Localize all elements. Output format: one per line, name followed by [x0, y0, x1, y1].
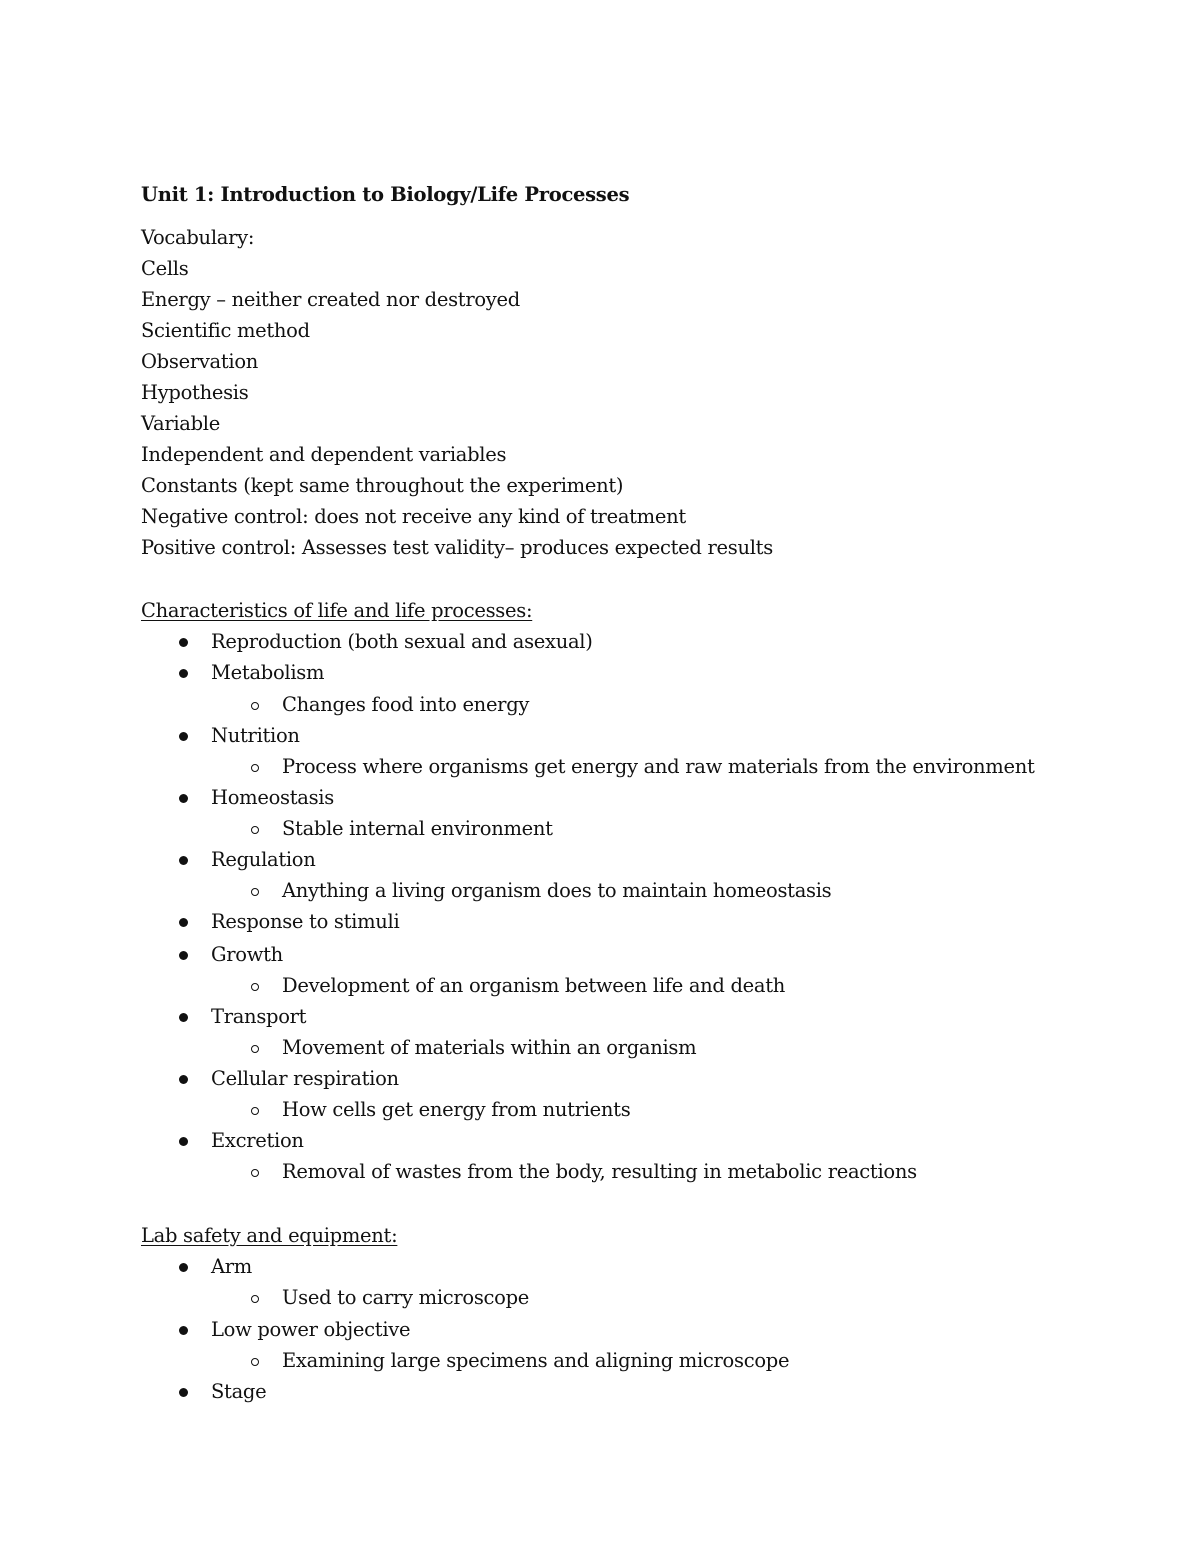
lab-safety-heading: Lab safety and equipment: [141, 1224, 398, 1247]
bullet-icon [179, 732, 188, 741]
vocab-item: Energy – neither created nor destroyed [141, 288, 520, 311]
vocab-item: Observation [141, 350, 259, 373]
bullet-icon [179, 669, 188, 678]
vocab-item: Constants (kept same throughout the experiment) [141, 474, 624, 497]
list-item: Nutrition [211, 721, 300, 751]
hollow-bullet-icon [251, 983, 259, 991]
list-item: Excretion [211, 1126, 304, 1156]
list-item: Homeostasis [211, 783, 334, 813]
sub-list-item: How cells get energy from nutrients [282, 1095, 630, 1125]
list-item: Response to stimuli [211, 907, 399, 937]
sub-list-item: Development of an organism between life and death [282, 971, 785, 1001]
sub-list-item: Anything a living organism does to maintain homeostasis [282, 876, 831, 906]
hollow-bullet-icon [251, 888, 259, 896]
vocab-item: Cells [141, 257, 189, 280]
sub-list-item: Stable internal environment [282, 814, 553, 844]
hollow-bullet-icon [251, 1295, 259, 1303]
list-item: Transport [211, 1002, 306, 1032]
bullet-icon [179, 1326, 188, 1335]
hollow-bullet-icon [251, 1358, 259, 1366]
list-item: Arm [211, 1252, 252, 1282]
vocab-item: Hypothesis [141, 381, 249, 404]
list-item: Cellular respiration [211, 1064, 399, 1094]
list-item: Low power objective [211, 1315, 410, 1345]
sub-list-item: Examining large specimens and aligning microscope [282, 1346, 789, 1376]
hollow-bullet-icon [251, 1169, 259, 1177]
bullet-icon [179, 1263, 188, 1272]
vocab-item: Scientific method [141, 319, 310, 342]
bullet-icon [179, 1388, 188, 1397]
characteristics-heading: Characteristics of life and life processes: [141, 599, 533, 622]
vocab-item: Negative control: does not receive any kind of treatment [141, 505, 686, 528]
hollow-bullet-icon [251, 1045, 259, 1053]
bullet-icon [179, 856, 188, 865]
sub-list-item: Movement of materials within an organism [282, 1033, 696, 1063]
list-item: Metabolism [211, 658, 324, 688]
vocab-item: Positive control: Assesses test validity– produces expected results [141, 536, 773, 559]
sub-list-item: Process where organisms get energy and raw materials from the environment [282, 752, 1035, 782]
bullet-icon [179, 1013, 188, 1022]
hollow-bullet-icon [251, 702, 259, 710]
hollow-bullet-icon [251, 764, 259, 772]
bullet-icon [179, 1075, 188, 1084]
bullet-icon [179, 918, 188, 927]
sub-list-item: Removal of wastes from the body, resulting in metabolic reactions [282, 1157, 917, 1187]
vocab-item: Variable [141, 412, 220, 435]
list-item: Reproduction (both sexual and asexual) [211, 627, 593, 657]
vocab-item: Independent and dependent variables [141, 443, 507, 466]
page-title: Unit 1: Introduction to Biology/Life Processes [141, 183, 630, 206]
bullet-icon [179, 951, 188, 960]
bullet-icon [179, 794, 188, 803]
bullet-icon [179, 1137, 188, 1146]
list-item: Regulation [211, 845, 316, 875]
hollow-bullet-icon [251, 1107, 259, 1115]
hollow-bullet-icon [251, 826, 259, 834]
sub-list-item: Used to carry microscope [282, 1283, 529, 1313]
vocabulary-heading: Vocabulary: [141, 226, 255, 249]
list-item: Stage [211, 1377, 266, 1407]
sub-list-item: Changes food into energy [282, 690, 529, 720]
list-item: Growth [211, 940, 283, 970]
bullet-icon [179, 638, 188, 647]
